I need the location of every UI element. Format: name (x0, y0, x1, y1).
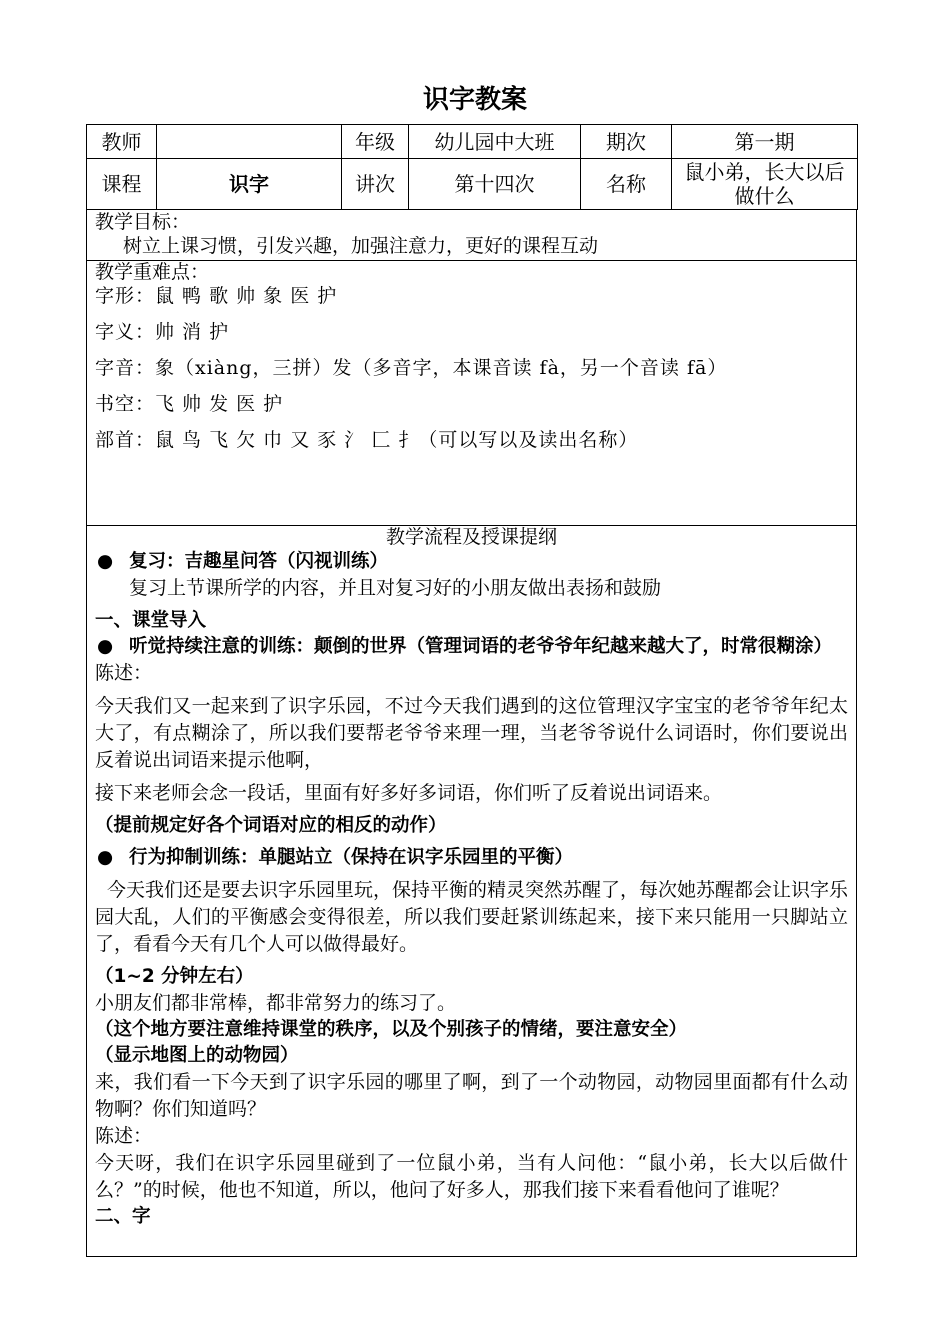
goal-heading: 教学目标： (95, 211, 191, 233)
behavior-training-text: 行为抑制训练：单腿站立（保持在识字乐园里的平衡） (129, 847, 574, 868)
lesson-info-table (86, 124, 858, 210)
review-title-text: 复习：吉趣星问答（闪视训练） (129, 551, 389, 572)
grade-value: 幼儿园中大班 (409, 125, 581, 159)
key-point-line: 字形：鼠 鸭 歌 帅 象 医 护 (95, 285, 338, 307)
period-label: 期次 (581, 125, 672, 159)
teaching-flow-section (86, 525, 857, 1257)
info-row-1 (87, 125, 858, 159)
review-title (95, 549, 848, 575)
narration-label: 陈述： (95, 662, 153, 684)
bullet-icon: ● (97, 636, 114, 657)
review-text: 复习上节课所学的内容，并且对复习好的小朋友做出表扬和鼓励 (129, 577, 662, 599)
key-point-line: 字音：象（xiàng，三拼）发（多音字，本课音读 fà，另一个音读 fā） (95, 357, 728, 379)
listening-training-text: 听觉持续注意的训练：颠倒的世界（管理词语的老爷爷年纪越来越大了，时常很糊涂） (129, 636, 833, 657)
teaching-note: （这个地方要注意维持课堂的秩序，以及个别孩子的情绪，要注意安全） (95, 1019, 688, 1040)
section-2-heading: 二、字 (95, 1206, 151, 1227)
narration-paragraph: 今天呀，我们在识字乐园里碰到了一位鼠小弟，当有人问他：“鼠小弟，长大以后做什么？”的时候，他也不知道，所以，他问了好多人，那我们接下来看看他问了谁呢？ (95, 1152, 848, 1201)
narration-paragraph: 小朋友们都非常棒，都非常努力的练习了。 (95, 992, 457, 1014)
name-value: 鼠小弟，长大以后做什么 (672, 159, 858, 210)
flow-heading: 教学流程及授课提纲 (385, 526, 557, 548)
narration-label: 陈述： (95, 1125, 153, 1147)
teaching-note: （1~2 分钟左右） (95, 966, 254, 987)
info-row-2 (87, 159, 858, 210)
goal-text: 树立上课习惯，引发兴趣，加强注意力，更好的课程互动 (123, 235, 599, 257)
teaching-note: （显示地图上的动物园） (95, 1045, 299, 1066)
bullet-icon: ● (97, 847, 114, 868)
lesson-label: 讲次 (342, 159, 409, 210)
key-point-line: 部首：鼠 鸟 飞 欠 巾 又 豕 氵 匚 扌（可以写以及读出名称） (95, 429, 639, 451)
course-value: 识字 (157, 159, 342, 210)
behavior-training-title (95, 845, 848, 871)
teaching-note: （提前规定好各个词语对应的相反的动作） (95, 815, 447, 836)
course-label: 课程 (87, 159, 157, 210)
narration-paragraph: 来，我们看一下今天到了识字乐园的哪里了啊，到了一个动物园，动物园里面都有什么动物啊？你们知道吗？ (95, 1071, 848, 1120)
teacher-label: 教师 (87, 125, 157, 159)
teaching-goal-section (86, 210, 857, 261)
narration-paragraph: 接下来老师会念一段话，里面有好多好多词语，你们听了反着说出词语来。 (95, 782, 723, 804)
name-label: 名称 (581, 159, 672, 210)
key-point-line: 字义：帅 消 护 (95, 321, 230, 343)
teacher-value (157, 125, 342, 159)
listening-training-title (95, 634, 848, 660)
lesson-value: 第十四次 (409, 159, 581, 210)
grade-label: 年级 (342, 125, 409, 159)
narration-paragraph: 今天我们又一起来到了识字乐园，不过今天我们遇到的这位管理汉字宝宝的老爷爷年纪太大了，有点糊涂了，所以我们要帮老爷爷来理一理，当老爷爷说什么词语时，你们要说出反着说出词语来提示他啊， (95, 695, 848, 771)
period-value: 第一期 (672, 125, 858, 159)
narration-paragraph: 今天我们还是要去识字乐园里玩，保持平衡的精灵突然苏醒了，每次她苏醒都会让识字乐园大乱，人们的平衡感会变得很差，所以我们要赶紧训练起来，接下来只能用一只脚站立了，看看今天有几个人可以做得最好。 (95, 879, 849, 955)
section-1-heading: 一、课堂导入 (95, 610, 207, 631)
page-title: 识字教案 (422, 85, 527, 115)
key-point-line: 书空：飞 帅 发 医 护 (95, 393, 284, 415)
key-points-heading: 教学重难点： (95, 261, 210, 283)
bullet-icon: ● (97, 551, 114, 572)
key-points-section (86, 260, 857, 526)
